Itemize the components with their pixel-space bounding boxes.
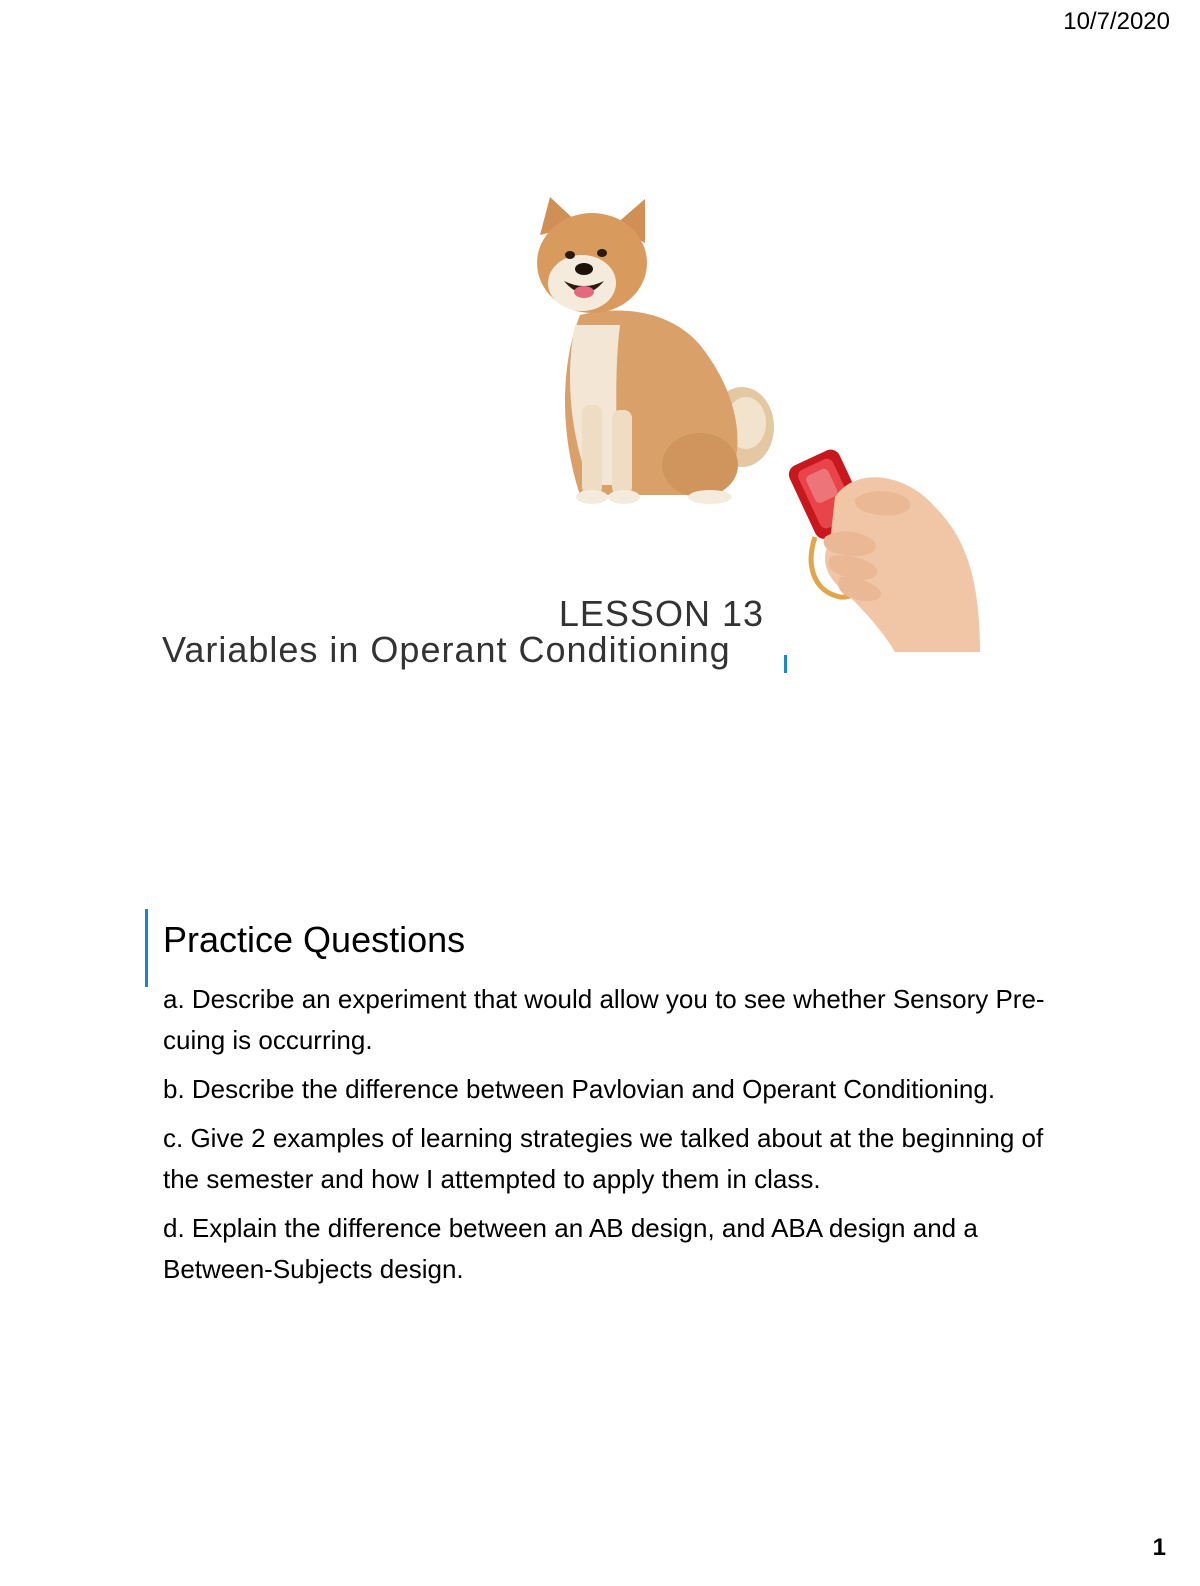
question-item: b. Describe the difference between Pavlovian and Operant Conditioning. [163,1074,996,1104]
hand-clicker-illustration [785,427,980,652]
lesson-subtitle: Variables in Operant Conditioning [162,629,731,670]
question-item: c. Give 2 examples of learning strategies we talked about at the beginning of the semester and how I attempted to apply them in class. [163,1123,1044,1194]
header-date: 10/7/2020 [1063,8,1170,35]
lesson-number-title: LESSON 13 [558,593,764,634]
title-slide [150,195,990,695]
accent-bar [145,909,148,987]
slide-title: Practice Questions [163,919,466,960]
question-list [163,979,1063,1298]
dog-illustration [520,195,780,515]
question-item: d. Explain the difference between an AB design, and ABA design and a Between-Subjects design. [163,1213,978,1284]
title-accent-mark [784,655,787,673]
page-number: 1 [1152,1534,1166,1561]
practice-questions-slide [145,905,1065,1385]
question-item: a. Describe an experiment that would allow you to see whether Sensory Pre-cuing is occurring. [163,984,1045,1055]
